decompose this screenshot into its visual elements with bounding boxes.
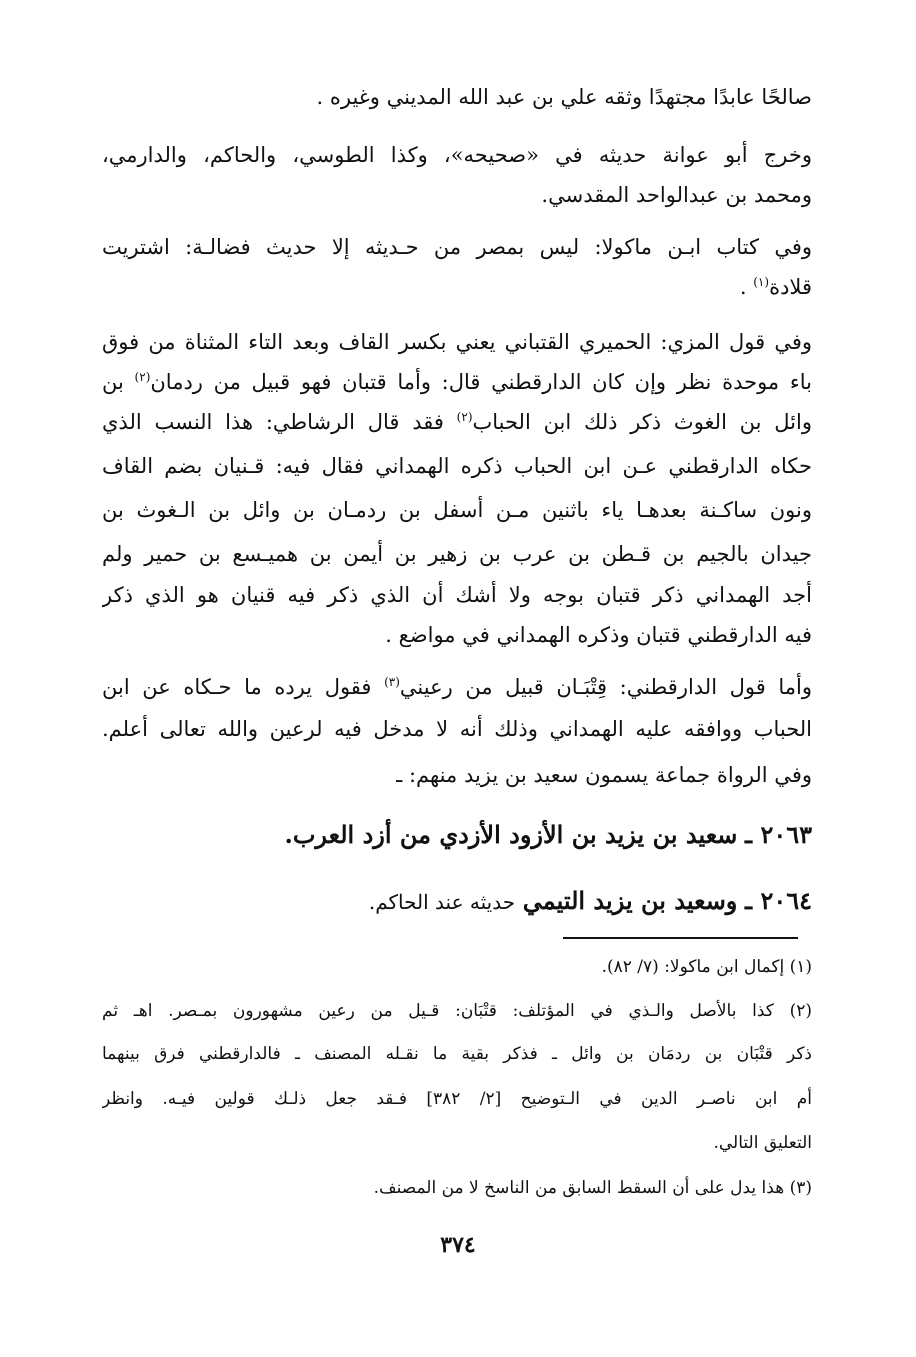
footnote: ذكر قتْبَان بن ردمَان بن وائل ـ فذكر بقية ما نقـله المصنف ـ فالدارقطني فرق بينهما bbox=[102, 1044, 812, 1064]
footnote: (٣) هذا يدل على أن السقط السابق من الناسخ لا من المصنف. bbox=[373, 1178, 812, 1198]
body-line: صالحًا عابدًا مجتهدًا وثقه علي بن عبد الله المديني وغيره . bbox=[316, 85, 812, 109]
body-line: وفي قول المزي: الحميري القتباني يعني بكسر القاف وبعد التاء المثناة من فوق bbox=[102, 330, 812, 354]
body-line: فيه الدارقطني قتبان وذكره الهمداني في مواضع . bbox=[385, 623, 812, 647]
footnote-ref: (٣) bbox=[384, 675, 400, 689]
body-text: فقد قال الرشاطي: هذا النسب الذي bbox=[102, 410, 444, 434]
entry-number: ٢٠٦٤ ـ bbox=[745, 886, 812, 915]
body-line: وفي الرواة جماعة يسمون سعيد بن يزيد منهم: ـ bbox=[396, 763, 812, 787]
narrator-entry bbox=[102, 818, 812, 852]
entry-note: حديثه عند الحاكم. bbox=[368, 890, 516, 914]
footnote-ref: (٢) bbox=[134, 370, 151, 384]
body-line: وفي كتاب ابـن ماكولا: ليس بمصر من حـديثه إلا حديث فضالـة: اشتريت bbox=[102, 235, 812, 259]
entry-name: سعيد بن يزيد بن الأزود الأزدي من أزد العرب. bbox=[284, 820, 738, 849]
body-line: ونون ساكـنة بعدهـا ياء باثنين مـن أسفل بن ردمـان بن وائل بن الـغوث بن bbox=[102, 498, 812, 522]
body-line bbox=[102, 407, 812, 437]
page-number: ٣٧٤ bbox=[440, 1232, 476, 1258]
body-line: جيدان بالجيم بن قـطن بن عرب بن زهير بن أيمن بن هميـسع بن حمير ولم bbox=[102, 542, 812, 566]
entry-number: ٢٠٦٣ ـ bbox=[745, 820, 812, 849]
narrator-entry bbox=[102, 884, 812, 919]
footnote: (٢) كذا بالأصل والـذي في المؤتلف: قتْبَان: قـيل من رعين مشهورون بمـصر. اهـ ثم bbox=[102, 1001, 812, 1021]
footnote: أم ابن ناصـر الدين في الـتوضيح [٢/ ٣٨٢] فـقد جعل ذلـك قولين فيـه. وانظر bbox=[102, 1089, 812, 1109]
body-line: ومحمد بن عبدالواحد المقدسي. bbox=[541, 183, 812, 207]
body-text: . bbox=[739, 275, 747, 299]
body-text: بن bbox=[102, 370, 124, 394]
body-text: وأما قول الدارقطني: قِتْبَـان قبيل من رعيني bbox=[399, 675, 812, 699]
body-line bbox=[102, 367, 812, 397]
body-line: حكاه الدارقطني عـن ابن الحباب ذكره الهمداني فقال فيه: قـنيان بضم القاف bbox=[102, 454, 812, 478]
footnote: التعليق التالي. bbox=[713, 1133, 812, 1153]
footnote-ref: (٢) bbox=[456, 410, 473, 424]
footnote-separator bbox=[563, 937, 798, 939]
body-line bbox=[102, 272, 812, 302]
body-text: وائل بن الغوث ذكر ذلك ابن الحباب bbox=[472, 410, 812, 434]
body-text: قلادة bbox=[769, 275, 812, 299]
footnote: (١) إكمال ابن ماكولا: (٧/ ٨٢). bbox=[601, 957, 812, 977]
body-line: وخرج أبو عوانة حديثه في «صحيحه»، وكذا الطوسي، والحاكم، والدارمي، bbox=[102, 143, 812, 167]
body-line bbox=[102, 672, 812, 702]
body-line: الحباب ووافقه عليه الهمداني وذلك أنه لا مدخل فيه لرعين والله تعالى أعلم. bbox=[102, 717, 812, 741]
body-line: أجد الهمداني ذكر قتبان بوجه ولا أشك أن الذي ذكر فيه قنيان هو الذي ذكر bbox=[102, 583, 812, 607]
body-text: فقول يرده ما حـكاه عن ابن bbox=[102, 675, 372, 699]
body-text: باء موحدة نظر وإن كان الدارقطني قال: وأما قتبان فهو قبيل من ردمان bbox=[150, 370, 812, 394]
entry-name: وسعيد بن يزيد التيمي bbox=[522, 886, 738, 915]
footnote-ref: (١) bbox=[753, 275, 770, 289]
